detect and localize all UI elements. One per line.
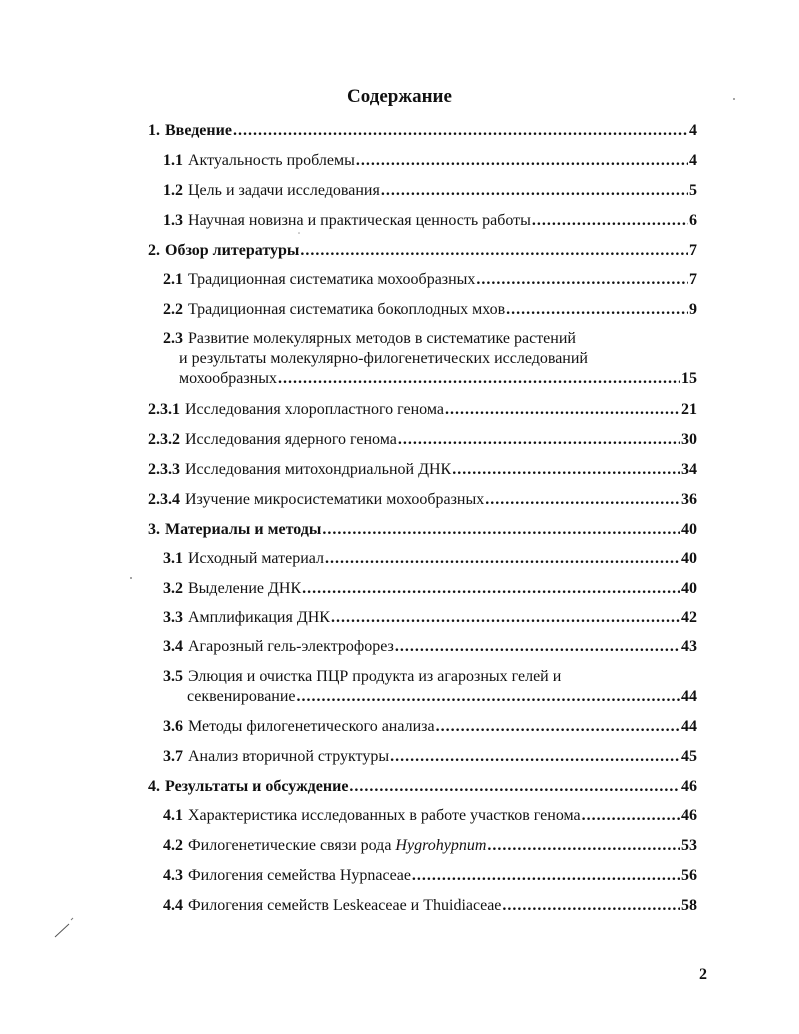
- dot-leader: [476, 270, 688, 290]
- toc-page: 30: [681, 431, 697, 448]
- toc-page: 44: [681, 718, 697, 735]
- toc-page: 4: [689, 152, 697, 169]
- toc-entry-3-6[interactable]: [163, 717, 697, 737]
- toc-entry-1-3[interactable]: [163, 211, 697, 231]
- toc-entry-4[interactable]: [148, 777, 697, 797]
- scan-speck: [296, 230, 302, 236]
- toc-entry-2-3-3[interactable]: [148, 460, 697, 480]
- dot-leader: [278, 369, 680, 389]
- toc-number: 3.1: [163, 550, 183, 567]
- toc-text-line2: секвенирование: [187, 688, 296, 705]
- toc-entry-1-2[interactable]: [163, 181, 697, 201]
- toc-text: Выделение ДНК: [188, 580, 302, 597]
- scan-speck: [128, 575, 134, 581]
- dot-leader: [300, 241, 688, 261]
- toc-text: Агарозный гель-электрофорез: [188, 638, 394, 655]
- toc-text: Филогения семейств Leskeaceae и Thuidiaceae: [188, 897, 502, 914]
- toc-page: 7: [689, 271, 697, 288]
- toc-number: 3.: [148, 521, 160, 538]
- dot-leader: [325, 549, 680, 569]
- toc-page: 6: [689, 212, 697, 229]
- dot-leader: [356, 151, 688, 171]
- page-title: Содержание: [347, 86, 452, 107]
- toc-entry-4-2[interactable]: [163, 836, 697, 856]
- dot-leader: [390, 747, 680, 767]
- toc-number: 3.4: [163, 638, 183, 655]
- toc-text-line1: Элюция и очистка ПЦР продукта из агарозных гелей и: [188, 668, 562, 685]
- toc-number: 1.1: [163, 152, 183, 169]
- dot-leader: [487, 836, 680, 856]
- toc-number: 2.3.2: [148, 431, 180, 448]
- toc-text: Материалы и методы: [165, 521, 322, 538]
- toc-number: 3.6: [163, 718, 183, 735]
- toc-number: 2.: [148, 242, 160, 259]
- toc-text: Результаты и обсуждение: [165, 778, 349, 795]
- toc-text: Анализ вторичной структуры: [188, 748, 390, 765]
- toc-entry-3-5[interactable]: [163, 667, 697, 707]
- toc-number: 2.3: [163, 330, 183, 347]
- toc-number: 4.1: [163, 807, 183, 824]
- toc-page: 46: [681, 778, 697, 795]
- toc-number: 2.3.3: [148, 461, 180, 478]
- toc-entry-4-4[interactable]: [163, 896, 697, 916]
- dot-leader: [502, 896, 680, 916]
- toc-text: Методы филогенетического анализа: [188, 718, 435, 735]
- dot-leader: [436, 717, 680, 737]
- toc-number: 3.2: [163, 580, 183, 597]
- toc-entry-1[interactable]: [148, 121, 697, 141]
- toc-entry-3-7[interactable]: [163, 747, 697, 767]
- toc-page: 21: [681, 401, 697, 418]
- dot-leader: [322, 520, 680, 540]
- toc-text: Исходный материал: [188, 550, 324, 567]
- toc-page: 36: [681, 491, 697, 508]
- toc-number: 3.3: [163, 609, 183, 626]
- dot-leader: [395, 637, 680, 657]
- dot-leader: [302, 579, 680, 599]
- toc-entry-2-1[interactable]: [163, 270, 697, 290]
- toc-entry-3[interactable]: [148, 520, 697, 540]
- toc-number: 2.3.1: [148, 401, 180, 418]
- toc-text-italic: Hygrohypnum: [395, 837, 487, 854]
- toc-text: Традиционная систематика бокоплодных мхов: [188, 301, 506, 318]
- toc-page: 5: [689, 182, 697, 199]
- toc-page: 45: [681, 748, 697, 765]
- toc-text: Амплификация ДНК: [188, 609, 330, 626]
- toc-text: Введение: [165, 122, 232, 139]
- toc-page: 40: [681, 550, 697, 567]
- toc-page: 15: [681, 370, 697, 387]
- toc-page: 9: [689, 301, 697, 318]
- toc-page: 40: [681, 521, 697, 538]
- toc-text: Исследования ядерного генома: [185, 431, 397, 448]
- dot-leader: [445, 400, 680, 420]
- dot-leader: [331, 608, 680, 628]
- toc-entry-2-3-2[interactable]: [148, 430, 697, 450]
- dot-leader: [532, 211, 688, 231]
- toc-number: 2.2: [163, 301, 183, 318]
- page-number: 2: [699, 966, 707, 983]
- toc-page: 4: [689, 122, 697, 139]
- toc-page: 56: [681, 867, 697, 884]
- toc-number: 4.3: [163, 867, 183, 884]
- toc-number: 2.3.4: [148, 491, 180, 508]
- toc-text: Изучение микросистематики мохообразных: [185, 491, 485, 508]
- toc-page: 58: [681, 897, 697, 914]
- dot-leader: [381, 181, 688, 201]
- toc-entry-2-3-4[interactable]: [148, 490, 697, 510]
- dot-leader: [582, 806, 680, 826]
- toc-page: 40: [681, 580, 697, 597]
- toc-text: Филогенетические связи рода: [188, 837, 392, 854]
- toc-text-line1: Развитие молекулярных методов в систематике растений: [188, 330, 576, 347]
- toc-text: Исследования хлоропластного генома: [185, 401, 444, 418]
- toc-text-line2: и результаты молекулярно-филогенетических исследований: [179, 350, 588, 367]
- toc-text: Научная новизна и практическая ценность работы: [188, 212, 531, 229]
- toc-text: Характеристика исследованных в работе участков генома: [188, 807, 581, 824]
- toc-page: 7: [689, 242, 697, 259]
- toc-text: Обзор литературы: [165, 242, 300, 259]
- toc-entry-2[interactable]: [148, 241, 697, 261]
- toc-entry-4-1[interactable]: [163, 806, 697, 826]
- toc-number: 3.7: [163, 748, 183, 765]
- dot-leader: [485, 490, 680, 510]
- toc-entry-1-1[interactable]: [163, 151, 697, 171]
- dot-leader: [233, 121, 688, 141]
- toc-text: Актуальность проблемы: [188, 152, 355, 169]
- toc-entry-3-3[interactable]: [163, 608, 697, 628]
- toc-text: Цель и задачи исследования: [188, 182, 380, 199]
- toc-entry-3-2[interactable]: [163, 579, 697, 599]
- dot-leader: [506, 300, 688, 320]
- dot-leader: [349, 777, 680, 797]
- toc-entry-3-4[interactable]: [163, 637, 697, 657]
- toc-number: 2.1: [163, 271, 183, 288]
- scan-mark: [52, 910, 76, 940]
- toc-entry-3-1[interactable]: [163, 549, 697, 569]
- toc-page: 53: [681, 837, 697, 854]
- toc-text: Исследования митохондриальной ДНК: [185, 461, 452, 478]
- toc-number: 4.2: [163, 837, 183, 854]
- toc-entry-4-3[interactable]: [163, 866, 697, 886]
- toc-entry-2-3[interactable]: [163, 329, 697, 389]
- toc-text: Традиционная систематика мохообразных: [188, 271, 476, 288]
- dot-leader: [452, 460, 680, 480]
- toc-page: 34: [681, 461, 697, 478]
- scan-speck: [731, 96, 737, 102]
- toc-page: 43: [681, 638, 697, 655]
- toc-number: 1.3: [163, 212, 183, 229]
- toc-number: 4.: [148, 778, 160, 795]
- toc-number: 3.5: [163, 668, 183, 685]
- toc-number: 4.4: [163, 897, 183, 914]
- toc-text: Филогения семейства Hypnaceae: [188, 867, 411, 884]
- toc-number: 1.2: [163, 182, 183, 199]
- toc-page: 42: [681, 609, 697, 626]
- toc-text-line3: мохообразных: [179, 370, 277, 387]
- toc-page: 46: [681, 807, 697, 824]
- toc-entry-2-2[interactable]: [163, 300, 697, 320]
- toc-page: 44: [681, 688, 697, 705]
- toc-entry-2-3-1[interactable]: [148, 400, 697, 420]
- dot-leader: [398, 430, 680, 450]
- toc-number: 1.: [148, 122, 160, 139]
- dot-leader: [297, 687, 680, 707]
- dot-leader: [412, 866, 680, 886]
